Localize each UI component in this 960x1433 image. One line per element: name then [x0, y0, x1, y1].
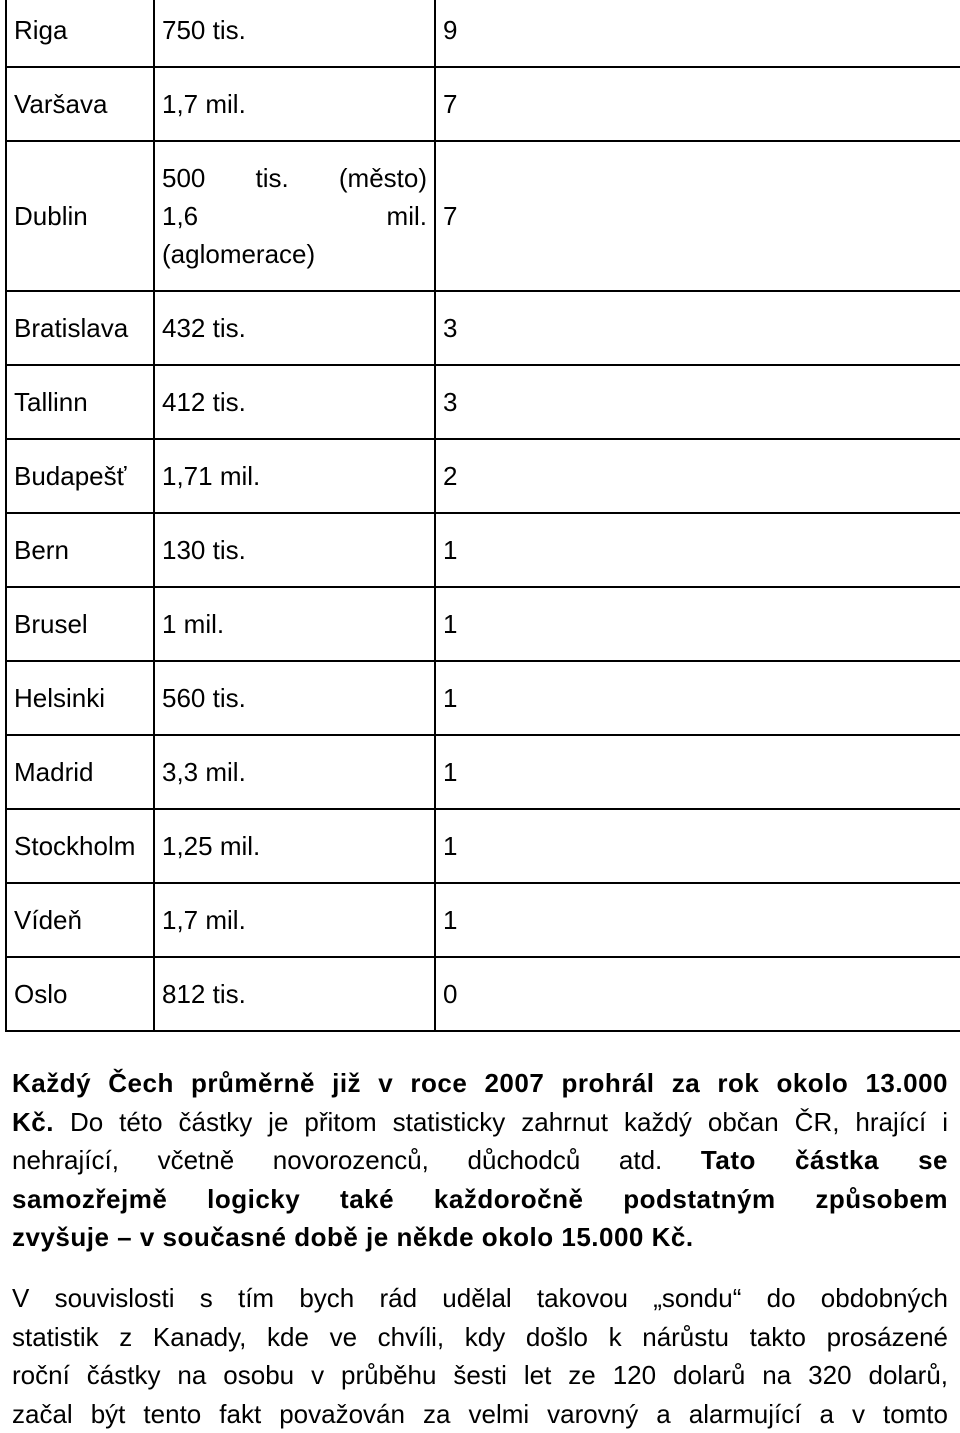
- city-name-cell: Stockholm: [6, 809, 154, 883]
- bold-text: samozřejmě logicky také každoročně podstatným způsobem: [12, 1184, 948, 1214]
- city-name-cell: Tallinn: [6, 365, 154, 439]
- count-cell: 1: [435, 513, 960, 587]
- paragraph-line: roční částky na osobu v průběhu šesti let ze 120 dolarů na 320 dolarů,: [12, 1356, 948, 1395]
- table-row: [6, 291, 960, 365]
- paragraph-line: [12, 1218, 948, 1257]
- table-row: [6, 141, 960, 291]
- table-row: [6, 809, 960, 883]
- population-cell: 130 tis.: [154, 513, 435, 587]
- cities-table: [5, 0, 960, 1032]
- count-cell: 7: [435, 67, 960, 141]
- population-line: 500 tis. (město): [162, 159, 427, 197]
- population-cell: 1 mil.: [154, 587, 435, 661]
- count-cell: 1: [435, 883, 960, 957]
- paragraph-line: statistik z Kanady, kde ve chvíli, kdy došlo k nárůstu takto prosázené: [12, 1318, 948, 1357]
- bold-text: Tato částka se: [701, 1145, 948, 1175]
- count-cell: 1: [435, 809, 960, 883]
- count-cell: 3: [435, 291, 960, 365]
- table-row: [6, 365, 960, 439]
- count-cell: 9: [435, 0, 960, 67]
- table-row: [6, 0, 960, 67]
- table-row: [6, 513, 960, 587]
- table-row: [6, 883, 960, 957]
- paragraph-line: [12, 1141, 948, 1180]
- table-row: [6, 67, 960, 141]
- table-row: [6, 587, 960, 661]
- city-name-cell: Brusel: [6, 587, 154, 661]
- city-name-cell: Madrid: [6, 735, 154, 809]
- population-cell: 3,3 mil.: [154, 735, 435, 809]
- bold-text: Kč.: [12, 1107, 54, 1137]
- city-name-cell: Bratislava: [6, 291, 154, 365]
- count-cell: 1: [435, 661, 960, 735]
- population-cell: 1,25 mil.: [154, 809, 435, 883]
- population-cell: 432 tis.: [154, 291, 435, 365]
- paragraph-line: V souvislosti s tím bych rád udělal takovou „sondu“ do obdobných: [12, 1279, 948, 1318]
- count-cell: 7: [435, 141, 960, 291]
- table-row: [6, 439, 960, 513]
- paragraph-canada-comparison: [12, 1279, 948, 1433]
- count-cell: 1: [435, 587, 960, 661]
- population-cell: 1,7 mil.: [154, 883, 435, 957]
- table-row: [6, 661, 960, 735]
- bold-text: Každý Čech průměrně již v roce 2007 prohrál za rok okolo 13.000: [12, 1068, 948, 1098]
- population-cell: 1,7 mil.: [154, 67, 435, 141]
- population-cell: 812 tis.: [154, 957, 435, 1031]
- city-name-cell: Vídeň: [6, 883, 154, 957]
- city-name-cell: Riga: [6, 0, 154, 67]
- population-cell: [154, 141, 435, 291]
- count-cell: 3: [435, 365, 960, 439]
- count-cell: 1: [435, 735, 960, 809]
- paragraph-line: [12, 1180, 948, 1219]
- city-name-cell: Budapešť: [6, 439, 154, 513]
- count-cell: 0: [435, 957, 960, 1031]
- population-cell: 412 tis.: [154, 365, 435, 439]
- city-name-cell: Dublin: [6, 141, 154, 291]
- city-name-cell: Varšava: [6, 67, 154, 141]
- paragraph-line: začal být tento fakt považován za velmi varovný a alarmující a v tomto: [12, 1395, 948, 1433]
- population-cell: 1,71 mil.: [154, 439, 435, 513]
- body-text: nehrající, včetně novorozenců, důchodců atd.: [12, 1145, 701, 1175]
- city-name-cell: Bern: [6, 513, 154, 587]
- bold-text: zvyšuje – v současné době je někde okolo 15.000 Kč.: [12, 1222, 694, 1252]
- table-row: [6, 957, 960, 1031]
- paragraph-line: [12, 1103, 948, 1142]
- population-line: (aglomerace): [162, 235, 427, 273]
- cities-table-body: [6, 0, 960, 1031]
- table-row: [6, 735, 960, 809]
- population-cell: 750 tis.: [154, 0, 435, 67]
- paragraph-gambling-losses: [12, 1064, 948, 1257]
- city-name-cell: Oslo: [6, 957, 154, 1031]
- body-text: Do této částky je přitom statisticky zahrnut každý občan ČR, hrající i: [54, 1107, 948, 1137]
- paragraph-line: [12, 1064, 948, 1103]
- population-line: 1,6 mil.: [162, 197, 427, 235]
- count-cell: 2: [435, 439, 960, 513]
- city-name-cell: Helsinki: [6, 661, 154, 735]
- population-cell: 560 tis.: [154, 661, 435, 735]
